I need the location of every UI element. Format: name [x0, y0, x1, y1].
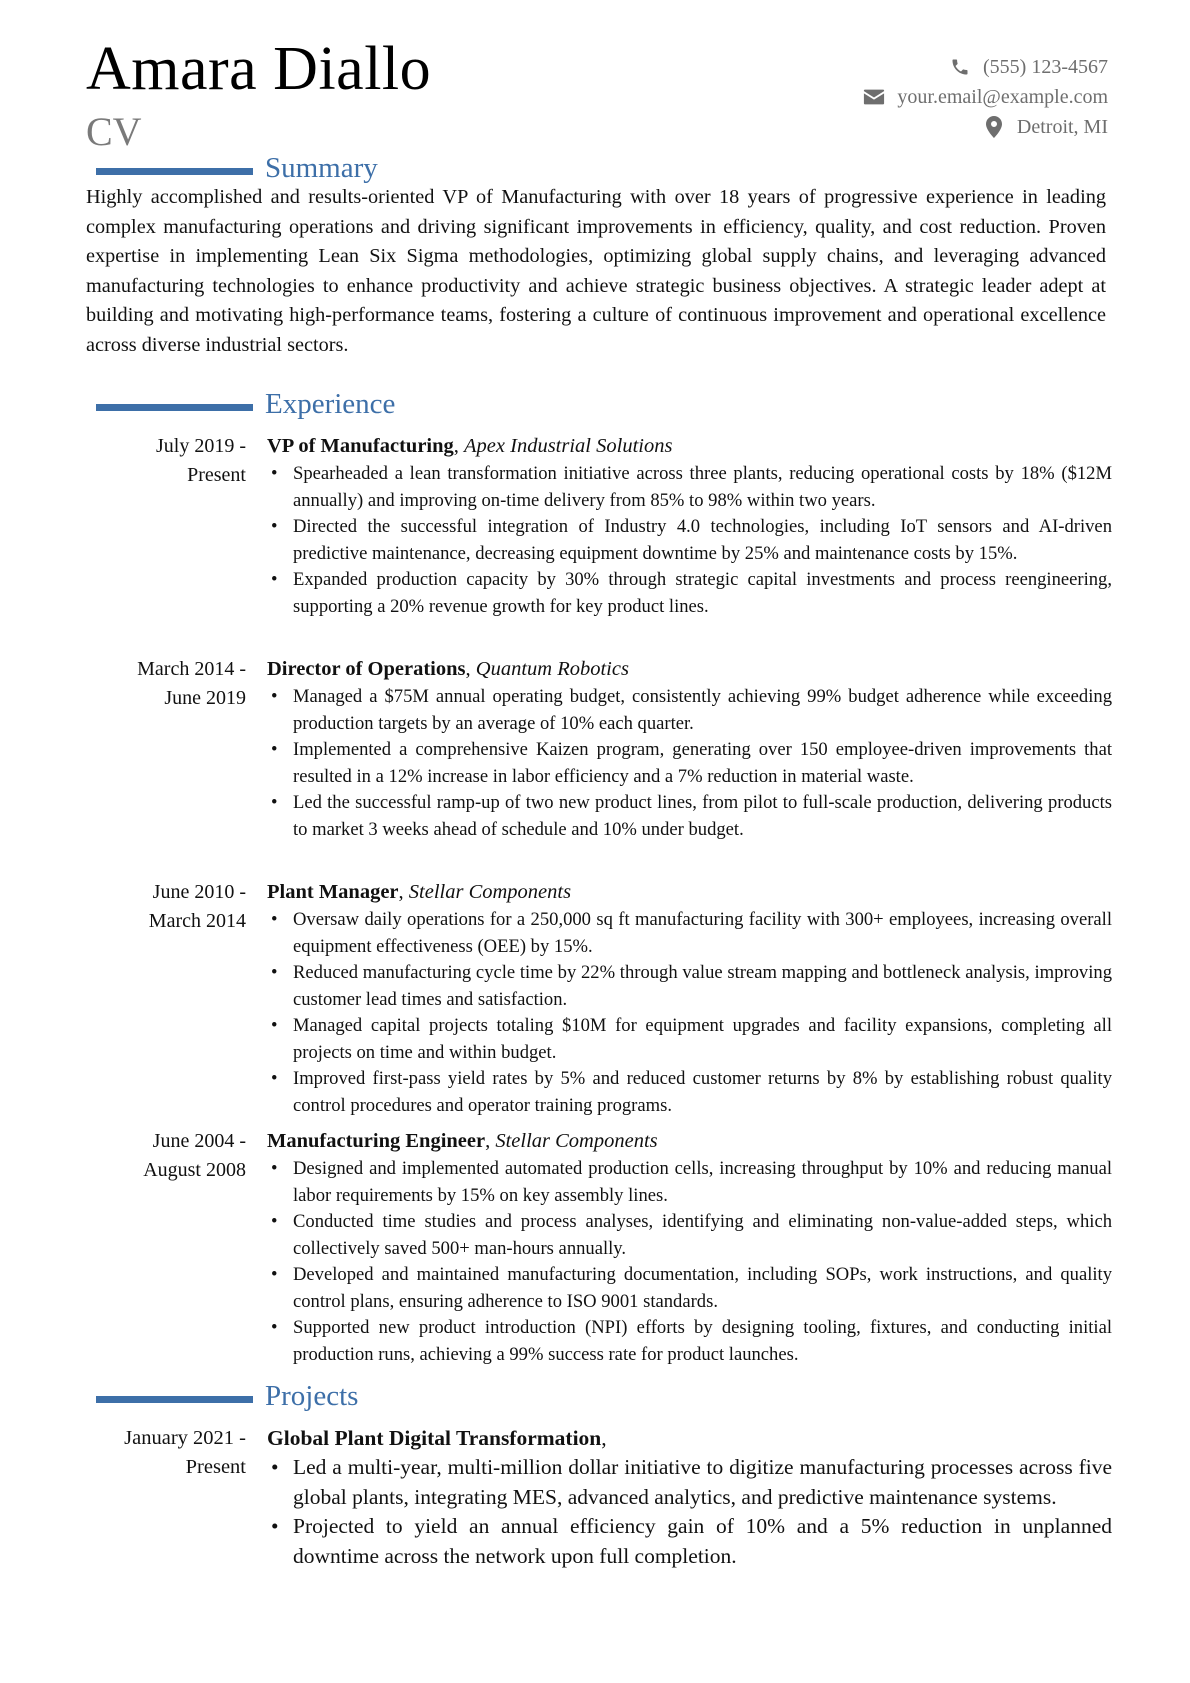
entry-dates: March 2014 - June 2019 [137, 658, 246, 709]
job-role: VP of Manufacturing [267, 435, 454, 457]
section-heading-experience [96, 390, 395, 419]
bullet-list [267, 1453, 1112, 1571]
entry-dates: July 2019 - Present [156, 435, 246, 486]
job-role: Director of Operations [267, 658, 466, 680]
entry-title: VP of Manufacturing, Apex Industrial Solutions [267, 435, 673, 457]
entry-dates: June 2010 - March 2014 [148, 881, 246, 932]
list-item: • Expanded production capacity by 30% through strategic capital investments and process reengineering, supporting a 20% revenue growth for key product lines. [267, 567, 1112, 620]
list-item: • Supported new product introduction (NPI) efforts by designing tooling, fixtures, and conducting initial production runs, achieving a 99% success rate for product launches. [267, 1315, 1112, 1368]
job-role: Manufacturing Engineer [267, 1130, 486, 1152]
section-accent-bar [96, 168, 253, 175]
company-name: Apex Industrial Solutions [464, 435, 673, 457]
section-title: Summary [265, 152, 378, 184]
summary-paragraph: Highly accomplished and results-oriented VP of Manufacturing with over 18 years of progressive experience in leading complex manufacturing operations and driving significant improvements in efficiency, quality, and cost reduction. Proven expertise in implementing Lean Six Sigma methodologies, optimizing global supply chains, and leveraging advanced manufacturing technologies to enhance productivity and achieve strategic business objectives. A strategic leader adept at building and motivating high-performance teams, fostering a culture of continuous improvement and operational excellence across diverse industrial sectors. [86, 186, 1106, 356]
list-item: • Oversaw daily operations for a 250,000 sq ft manufacturing facility with 300+ employees, increasing overall equipment effectiveness (OEE) by 15%. [267, 907, 1112, 960]
email-address[interactable]: your.email@example.com [897, 86, 1108, 108]
list-item: • Managed capital projects totaling $10M for equipment upgrades and facility expansions, completing all projects on time and within budget. [267, 1013, 1112, 1066]
envelope-icon [861, 88, 887, 106]
section-heading-projects [96, 1382, 358, 1411]
list-item: • Spearheaded a lean transformation initiative across three plants, reducing operational costs by 18% ($12M annually) and improving on-time delivery from 85% to 98% within two years. [267, 461, 1112, 514]
phone-icon [947, 57, 973, 77]
company-name: Quantum Robotics [475, 658, 629, 680]
list-item: • Managed a $75M annual operating budget, consistently achieving 99% budget adherence while exceeding production targets by an average of 10% each quarter. [267, 684, 1112, 737]
list-item: • Implemented a comprehensive Kaizen program, generating over 150 employee-driven improvements that resulted in a 12% increase in labor efficiency and a 7% reduction in material waste. [267, 737, 1112, 790]
map-pin-icon [981, 116, 1007, 138]
contact-block [861, 52, 1108, 142]
phone-number[interactable]: (555) 123-4567 [983, 56, 1108, 78]
document-subtitle: CV [86, 109, 142, 154]
section-accent-bar [96, 1396, 253, 1403]
entry-title: Global Plant Digital Transformation, [267, 1426, 607, 1450]
company-name: Stellar Components [495, 1130, 658, 1152]
list-item: • Reduced manufacturing cycle time by 22% through value stream mapping and bottleneck analysis, improving customer lead times and satisfaction. [267, 960, 1112, 1013]
entry-title: Manufacturing Engineer, Stellar Components [267, 1130, 658, 1152]
section-title: Experience [265, 388, 396, 420]
list-item: • Directed the successful integration of Industry 4.0 technologies, including IoT sensors and AI-driven predictive maintenance, decreasing equipment downtime by 25% and maintenance costs by 15%. [267, 514, 1112, 567]
list-item: • Conducted time studies and process analyses, identifying and eliminating non-value-added steps, which collectively saved 500+ man-hours annually. [267, 1209, 1112, 1262]
list-item: • Projected to yield an annual efficiency gain of 10% and a 5% reduction in unplanned downtime across the network upon full completion. [267, 1512, 1112, 1571]
contact-email [861, 82, 1108, 112]
contact-phone [861, 52, 1108, 82]
entry-dates: June 2004 - August 2008 [143, 1130, 246, 1181]
bullet-list [267, 1156, 1112, 1368]
bullet-list [267, 461, 1112, 620]
entry-title: Director of Operations, Quantum Robotics [267, 658, 629, 680]
section-heading-summary [96, 154, 378, 183]
bullet-list [267, 907, 1112, 1119]
section-title: Projects [265, 1380, 359, 1412]
list-item: • Led a multi-year, multi-million dollar initiative to digitize manufacturing processes across five global plants, integrating MES, advanced analytics, and predictive maintenance systems. [267, 1453, 1112, 1512]
section-accent-bar [96, 404, 253, 411]
list-item: • Improved first-pass yield rates by 5% and reduced customer returns by 8% by establishing robust quality control procedures and operator training programs. [267, 1066, 1112, 1119]
job-role: Plant Manager [267, 881, 399, 903]
entry-title: Plant Manager, Stellar Components [267, 881, 572, 903]
location-text: Detroit, MI [1016, 116, 1108, 138]
project-title: Global Plant Digital Transformation [267, 1426, 602, 1450]
entry-dates: January 2021 - Present [124, 1427, 246, 1478]
list-item: • Designed and implemented automated production cells, increasing throughput by 10% and reducing manual labor requirements by 15% on key assembly lines. [267, 1156, 1112, 1209]
bullet-list [267, 684, 1112, 843]
candidate-name: Amara Diallo [86, 35, 432, 103]
company-name: Stellar Components [408, 881, 572, 903]
list-item: • Led the successful ramp-up of two new product lines, from pilot to full-scale production, delivering products to market 3 weeks ahead of schedule and 10% under budget. [267, 790, 1112, 843]
list-item: • Developed and maintained manufacturing documentation, including SOPs, work instructions, and quality control plans, ensuring adherence to ISO 9001 standards. [267, 1262, 1112, 1315]
contact-location [861, 112, 1108, 142]
